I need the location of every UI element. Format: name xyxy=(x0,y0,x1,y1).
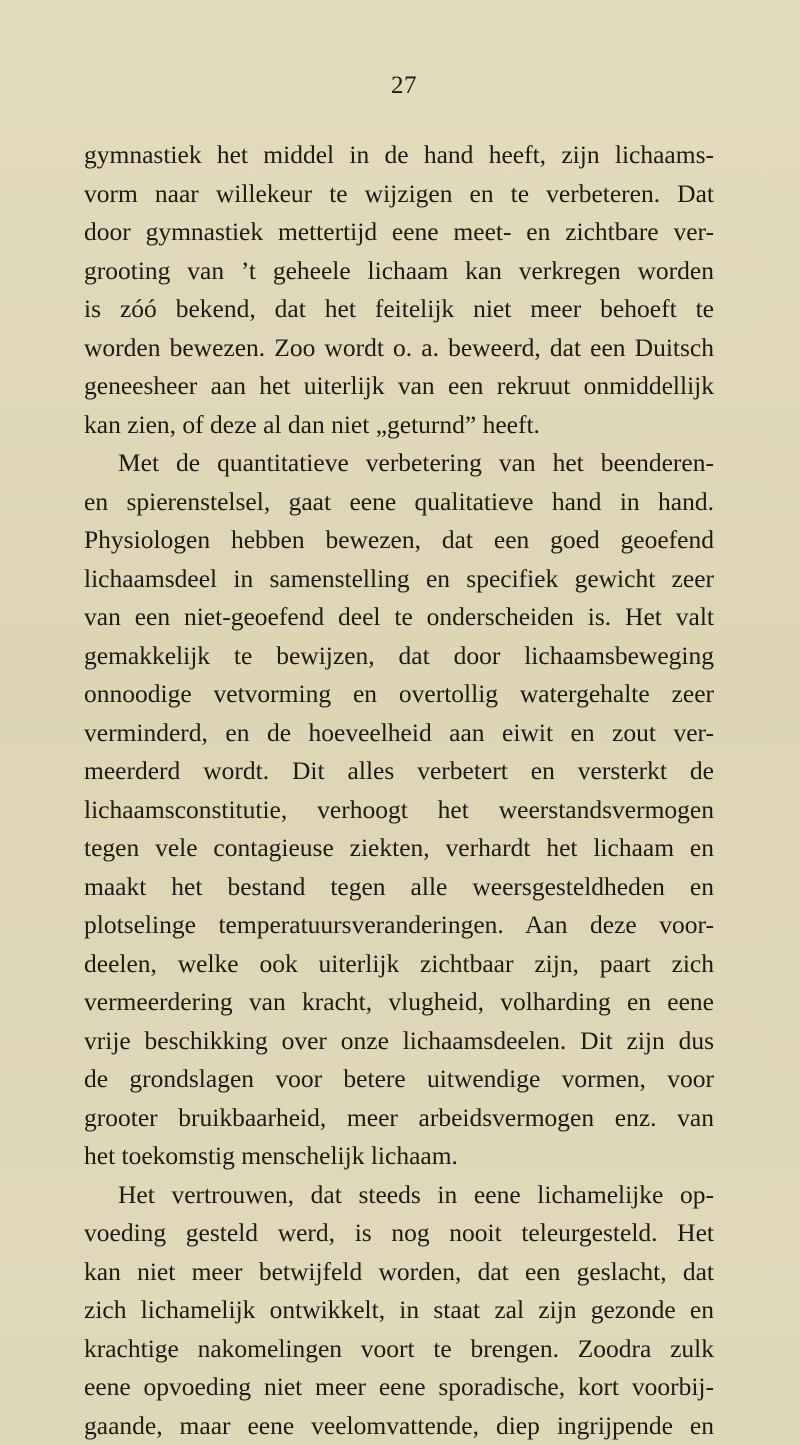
paragraph-start-line: Met de quantitatieve verbetering van het beenderen- xyxy=(84,444,714,483)
text-line: Physiologen hebben bewezen, dat een goed geoefend xyxy=(84,521,714,560)
text-line: lichaamsconstitutie, verhoogt het weerstandsvermogen xyxy=(84,791,714,830)
text-line: de grondslagen voor betere uitwendige vormen, voor xyxy=(84,1060,714,1099)
text-line: eene opvoeding niet meer eene sporadische, kort voorbij- xyxy=(84,1368,714,1407)
text-line: vermeerdering van kracht, vlugheid, volharding en eene xyxy=(84,983,714,1022)
text-line: onnoodige vetvorming en overtollig watergehalte zeer xyxy=(84,675,714,714)
text-line: tegen vele contagieuse ziekten, verhardt het lichaam en xyxy=(84,829,714,868)
text-line: gaande, maar eene veelomvattende, diep ingrijpende en xyxy=(84,1407,714,1445)
text-line: van een niet-geoefend deel te onderscheiden is. Het valt xyxy=(84,598,714,637)
text-line: zich lichamelijk ontwikkelt, in staat zal zijn gezonde en xyxy=(84,1291,714,1330)
text-line: maakt het bestand tegen alle weersgesteldheden en xyxy=(84,868,714,907)
text-line: gemakkelijk te bewijzen, dat door lichaamsbeweging xyxy=(84,637,714,676)
text-line: deelen, welke ook uiterlijk zichtbaar zijn, paart zich xyxy=(84,945,714,984)
text-line: kan niet meer betwijfeld worden, dat een geslacht, dat xyxy=(84,1253,714,1292)
text-line: meerderd wordt. Dit alles verbetert en versterkt de xyxy=(84,752,714,791)
text-line: plotselinge temperatuursveranderingen. Aan deze voor- xyxy=(84,906,714,945)
text-line: gymnastiek het middel in de hand heeft, zijn lichaams- xyxy=(84,136,714,175)
paragraph-end-line: kan zien, of deze al dan niet „geturnd” heeft. xyxy=(84,406,714,445)
text-line: grooting van ’t geheele lichaam kan verkregen worden xyxy=(84,252,714,291)
text-line: verminderd, en de hoeveelheid aan eiwit en zout ver- xyxy=(84,714,714,753)
text-line: vorm naar willekeur te wijzigen en te verbeteren. Dat xyxy=(84,175,714,214)
text-line: grooter bruikbaarheid, meer arbeidsvermogen enz. van xyxy=(84,1099,714,1138)
text-line: door gymnastiek mettertijd eene meet- en zichtbare ver- xyxy=(84,213,714,252)
text-line: en spierenstelsel, gaat eene qualitatieve hand in hand. xyxy=(84,483,714,522)
text-line: vrije beschikking over onze lichaamsdeelen. Dit zijn dus xyxy=(84,1022,714,1061)
text-line: is zóó bekend, dat het feitelijk niet meer behoeft te xyxy=(84,290,714,329)
text-line: krachtige nakomelingen voort te brengen. Zoodra zulk xyxy=(84,1330,714,1369)
paragraph-start-line: Het vertrouwen, dat steeds in eene lichamelijke op- xyxy=(84,1176,714,1215)
body-text xyxy=(84,136,714,1445)
text-line: worden bewezen. Zoo wordt o. a. beweerd, dat een Duitsch xyxy=(84,329,714,368)
text-line: geneesheer aan het uiterlijk van een rekruut onmiddellijk xyxy=(84,367,714,406)
text-line: voeding gesteld werd, is nog nooit teleurgesteld. Het xyxy=(84,1214,714,1253)
text-line: lichaamsdeel in samenstelling en specifiek gewicht zeer xyxy=(84,560,714,599)
paragraph-end-line: het toekomstig menschelijk lichaam. xyxy=(84,1137,714,1176)
page-number: 27 xyxy=(389,72,419,100)
